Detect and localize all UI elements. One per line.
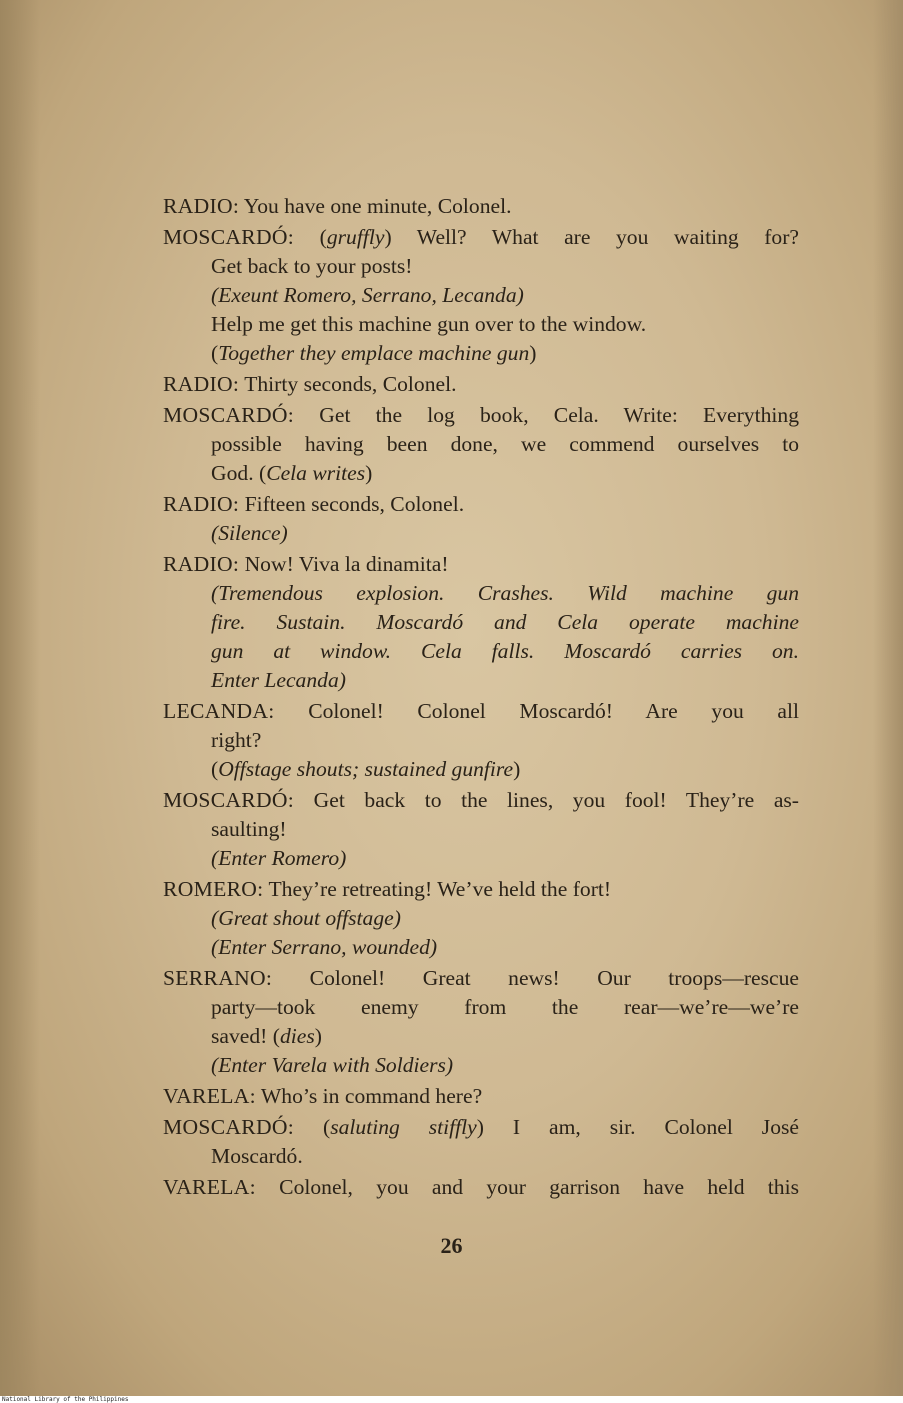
dialogue-text: Colonel! Great news! Our troops—rescue: [272, 966, 799, 990]
dialogue-moscardo-2: MOSCARDÓ: Get the log book, Cela. Write: Everything possible having been done, we commend ourselves to God. (Cela writes): [163, 403, 799, 485]
stage-direction: (Exeunt Romero, Serrano, Lecanda): [211, 283, 524, 307]
dialogue-radio-3: [163, 490, 799, 548]
dialogue-text: Thirty seconds, Colonel.: [239, 372, 457, 396]
dialogue-varela-1: [163, 1082, 799, 1111]
stage-direction: dies: [279, 1024, 315, 1048]
speaker-name: RADIO:: [163, 552, 240, 576]
dialogue-text: Get back to your posts!: [211, 254, 413, 278]
dialogue-text: possible having been done, we commend ourselves to: [211, 432, 799, 456]
dialogue-text: Who’s in command here?: [255, 1084, 483, 1108]
stage-direction: Cela writes: [266, 461, 366, 485]
stage-direction: saluting stiffly: [330, 1115, 477, 1139]
stage-direction: (Enter Romero): [211, 846, 347, 870]
dialogue-lecanda: LECANDA: Colonel! Colonel Moscardó! Are you all right? (Offstage shouts; sustained gunfire): [163, 699, 799, 781]
dialogue-text: You have one minute, Colonel.: [239, 194, 512, 218]
speaker-name: LECANDA:: [163, 699, 275, 723]
dialogue-text: Get the log book, Cela. Write: Everything: [294, 403, 799, 427]
speaker-name: VARELA:: [163, 1084, 256, 1108]
dialogue-radio-1: [163, 192, 799, 221]
dialogue-text: Help me get this machine gun over to the window.: [211, 312, 647, 336]
stage-direction: (Enter Varela with Soldiers): [211, 1053, 454, 1077]
dialogue-text: God. (: [211, 461, 267, 485]
stage-direction: gruffly: [326, 225, 385, 249]
speaker-name: MOSCARDÓ:: [163, 1115, 295, 1139]
speaker-name: ROMERO:: [163, 877, 264, 901]
dialogue-text: saulting!: [211, 817, 287, 841]
page-number: 26: [440, 1233, 463, 1258]
dialogue-varela-2: [163, 1173, 799, 1202]
dialogue-radio-4: [163, 550, 799, 695]
stage-direction: Offstage shouts; sustained gunfire: [218, 757, 514, 781]
play-text: [163, 192, 799, 1204]
dialogue-text: Moscardó.: [211, 1144, 303, 1168]
library-footer: National Library of the Philippines: [2, 1396, 129, 1403]
dialogue-text: Get back to the lines, you fool! They’re as-: [294, 788, 799, 812]
dialogue-text: Fifteen seconds, Colonel.: [239, 492, 465, 516]
dialogue-text: They’re retreating! We’ve held the fort!: [263, 877, 612, 901]
dialogue-text: I am, sir. Colonel José: [483, 1115, 799, 1139]
stage-direction: gun at window. Cela falls. Moscardó carries on.: [211, 639, 799, 663]
speaker-name: RADIO:: [163, 492, 240, 516]
dialogue-text: Colonel, you and your garrison have held this: [255, 1175, 799, 1199]
dialogue-moscardo-3: [163, 786, 799, 873]
dialogue-text: saved! (: [211, 1024, 280, 1048]
speaker-name: RADIO:: [163, 194, 240, 218]
stage-direction: (Silence): [211, 521, 288, 545]
dialogue-moscardo-4: MOSCARDÓ: (saluting stiffly) I am, sir. Colonel José Moscardó.: [163, 1113, 799, 1171]
speaker-name: VARELA:: [163, 1175, 256, 1199]
dialogue-text: Well? What are you waiting for?: [391, 225, 799, 249]
dialogue-radio-2: [163, 370, 799, 399]
stage-direction: Together they emplace machine gun: [218, 341, 530, 365]
dialogue-text: Now! Viva la dinamita!: [239, 552, 449, 576]
dialogue-text: right?: [211, 728, 262, 752]
speaker-name: MOSCARDÓ:: [163, 403, 295, 427]
stage-direction: (Enter Serrano, wounded): [211, 935, 438, 959]
speaker-name: RADIO:: [163, 372, 240, 396]
dialogue-romero: [163, 875, 799, 962]
stage-direction: fire. Sustain. Moscardó and Cela operate machine: [211, 610, 799, 634]
speaker-name: SERRANO:: [163, 966, 273, 990]
stage-direction: (Tremendous explosion. Crashes. Wild machine gun: [211, 581, 799, 605]
stage-direction: (Great shout offstage): [211, 906, 401, 930]
speaker-name: MOSCARDÓ:: [163, 225, 295, 249]
dialogue-text: party—took enemy from the rear—we’re—we’re: [211, 995, 799, 1019]
dialogue-text: Colonel! Colonel Moscardó! Are you all: [274, 699, 799, 723]
dialogue-serrano: SERRANO: Colonel! Great news! Our troops—rescue party—took enemy from the rear—we’re—we’re saved! (dies) (Enter Varela with Soldiers): [163, 964, 799, 1080]
dialogue-moscardo-1: MOSCARDÓ: (gruffly) Well? What are you waiting for? Get back to your posts! (Exeunt Romero, Serrano, Lecanda) Help me get this machine gun over to the window. (Together they emplace machine gun): [163, 225, 799, 365]
speaker-name: MOSCARDÓ:: [163, 788, 295, 812]
stage-direction: Enter Lecanda): [211, 668, 346, 692]
